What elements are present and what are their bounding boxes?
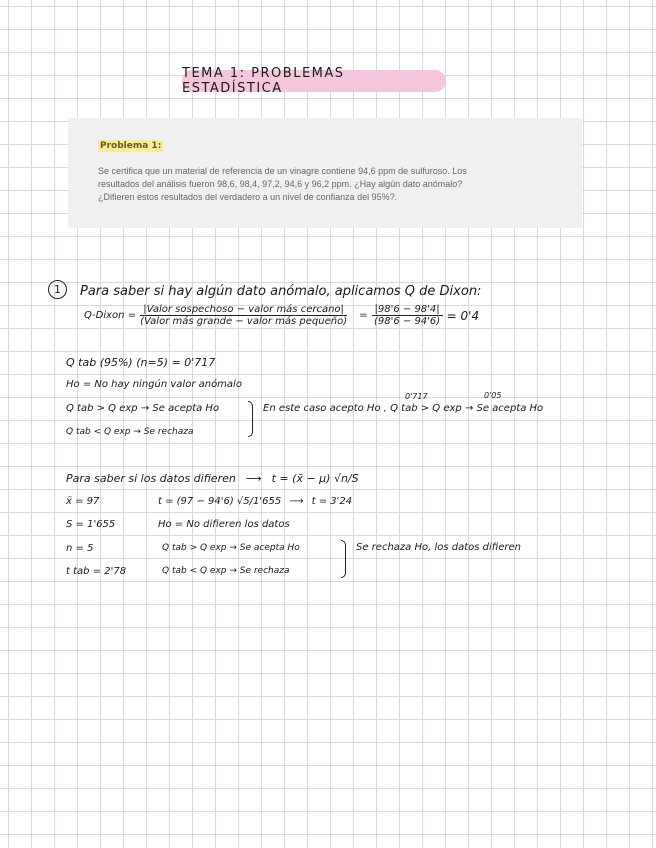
dixon-fraction xyxy=(140,304,347,327)
dixon-label: Q-Dixon = xyxy=(84,310,137,321)
brace xyxy=(341,540,346,578)
qtab-conclusion-prefix: En este caso acepto Ho , xyxy=(263,403,387,414)
dixon-formula xyxy=(84,304,479,327)
n-value: n = 5 xyxy=(66,543,94,554)
problem-line: ¿Difieren estos resultados del verdadero a un nivel de confianza del 95%?. xyxy=(98,192,398,202)
ttest-conclusion: Se rechaza Ho, los datos difieren xyxy=(356,542,521,553)
t-calc: t = (97 − 94'6) √5/1'655 xyxy=(158,496,282,507)
qtab-value-annotation: 0'717 xyxy=(405,392,428,401)
qexp-value-annotation: 0'05 xyxy=(484,391,502,400)
t-calculation xyxy=(158,496,352,507)
problem-line: resultados del análisis fueron 98,6, 98,4, 97,2, 94,6 y 96,2 ppm. ¿Hay algún dato anómalo? xyxy=(98,179,463,189)
dixon-values-numerator: |98'6 − 98'4| xyxy=(372,304,443,316)
arrow-icon: ⟶ xyxy=(289,496,304,507)
equals-sign: = xyxy=(359,310,368,321)
brace xyxy=(248,401,253,437)
ttest-rule-accept: Q tab > Q exp → Se acepta Ho xyxy=(162,543,300,553)
dixon-values-fraction xyxy=(372,304,443,327)
dixon-values-denominator: (98'6 − 94'6) xyxy=(373,316,441,327)
dixon-denominator: (Valor más grande − valor más pequeño) xyxy=(140,316,348,327)
ttab-value: t tab = 2'78 xyxy=(66,566,127,577)
ttest-rule-reject: Q tab < Q exp → Se rechaza xyxy=(162,566,290,576)
dixon-numerator: |Valor sospechoso − valor más cercano| xyxy=(140,304,347,316)
qtab-hypothesis: Ho = No hay ningún valor anómalo xyxy=(66,379,242,390)
problem-text xyxy=(98,165,562,204)
qtab-rule-accept: Q tab > Q exp → Se acepta Ho xyxy=(66,403,220,414)
step-number-circle xyxy=(48,280,67,299)
page-title: TEMA 1: PROBLEMAS ESTADÍSTICA xyxy=(182,66,345,96)
problem-label: Problema 1: xyxy=(100,141,162,151)
qtab-line: Q tab (95%) (n=5) = 0'717 xyxy=(66,356,216,369)
ttest-formula: t = (x̄ − μ) √n/S xyxy=(271,472,359,485)
step-number: 1 xyxy=(54,283,61,296)
mean-value: x̄ = 97 xyxy=(66,496,100,507)
t-result: t = 3'24 xyxy=(311,496,353,507)
dixon-result: = 0'4 xyxy=(446,308,480,323)
dixon-intro: Para saber si hay algún dato anómalo, aplicamos Q de Dixon: xyxy=(80,284,482,299)
ttest-intro: Para saber si los datos difieren xyxy=(66,472,236,485)
qtab-conclusion xyxy=(263,403,543,414)
arrow-icon: ⟶ xyxy=(245,472,262,485)
ttest-hypothesis: Ho = No difieren los datos xyxy=(158,519,290,530)
qtab-rule-reject: Q tab < Q exp → Se rechaza xyxy=(66,427,194,437)
title-highlight xyxy=(182,66,446,96)
ttest-intro-line xyxy=(66,472,359,485)
std-dev-value: S = 1'655 xyxy=(66,519,116,530)
qtab-conclusion-rule: Q tab > Q exp → Se acepta Ho xyxy=(390,403,544,414)
problem-line: Se certifica que un material de referencia de un vinagre contiene 94,6 ppm de sulfuroso. Los xyxy=(98,166,467,176)
